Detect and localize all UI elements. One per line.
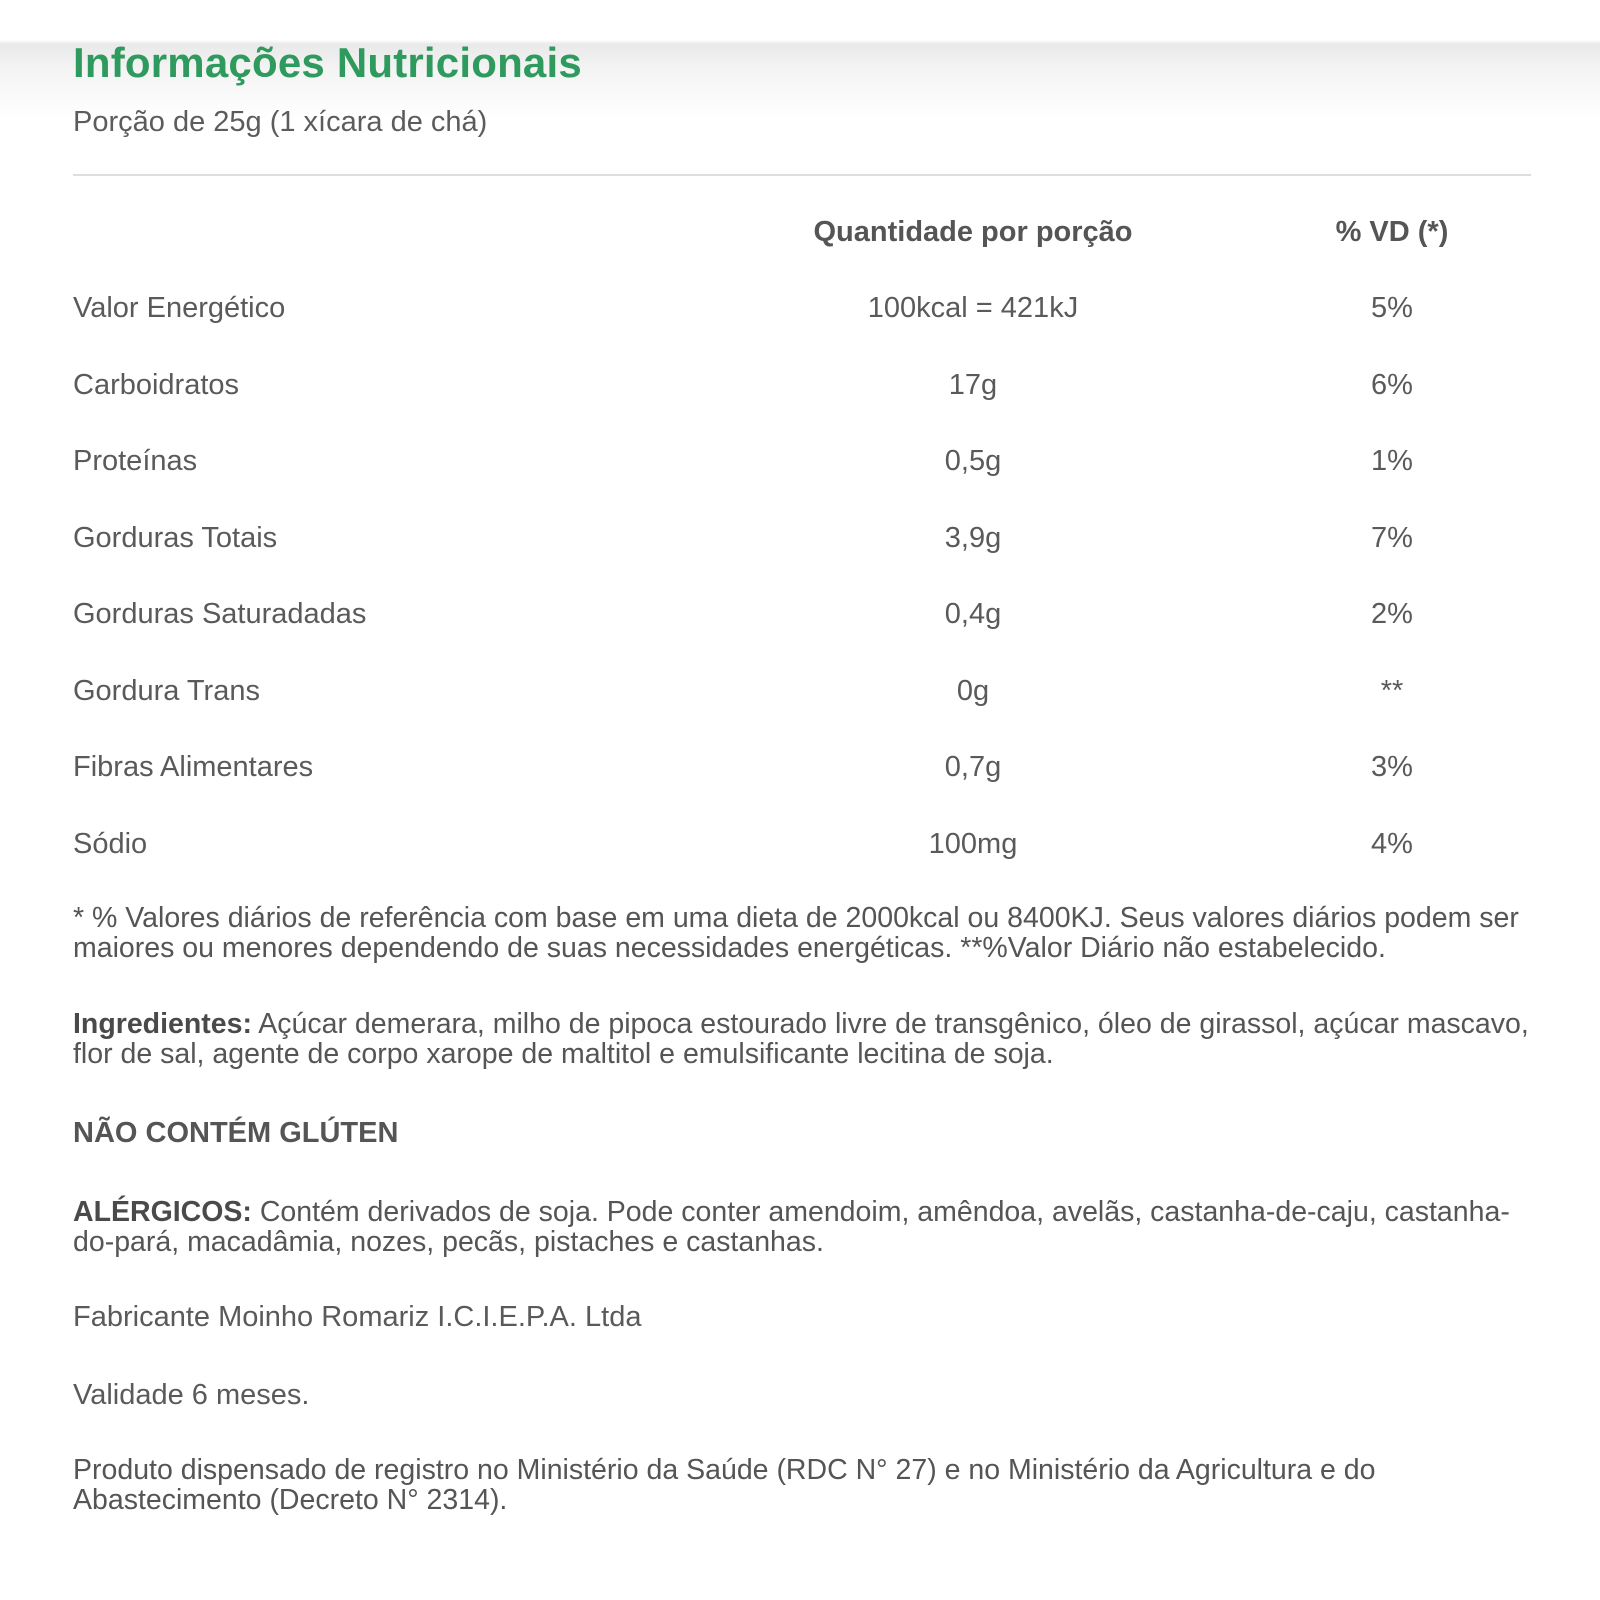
nutrient-name: Fibras Alimentares bbox=[73, 751, 314, 784]
allergens-text: Contém derivados de soja. Pode conter amendoim, amêndoa, avelãs, castanha-de-caju, castanha-do-pará, macadâmia, nozes, pecãs, pistaches e castanhas. bbox=[73, 1195, 1510, 1258]
divider bbox=[73, 174, 1531, 176]
table-row bbox=[73, 730, 1600, 807]
ingredients-label: Ingredientes: bbox=[73, 1007, 252, 1040]
nutrient-name: Carboidratos bbox=[73, 368, 240, 401]
nutrient-quantity: 0,7g bbox=[944, 751, 1002, 784]
allergens-section bbox=[73, 1197, 1531, 1257]
nutrient-name: Gordura Trans bbox=[73, 674, 260, 707]
ingredients-text: Açúcar demerara, milho de pipoca estourado livre de transgênico, óleo de girassol, açúcar mascavo, flor de sal, agente de corpo xarope de maltitol e emulsificante lecitina de soja. bbox=[73, 1007, 1529, 1070]
allergens-label: ALÉRGICOS: bbox=[73, 1195, 252, 1228]
header-nutrient bbox=[73, 194, 693, 271]
table-row bbox=[73, 577, 1600, 654]
nutrient-name: Gorduras Totais bbox=[73, 521, 278, 554]
header-quantity: Quantidade por porção bbox=[813, 215, 1133, 248]
table-row bbox=[73, 806, 1600, 883]
daily-value-footnote: * % Valores diários de referência com base em uma dieta de 2000kcal ou 8400KJ. Seus valores diários podem ser maiores ou menores dependendo de suas necessidades energéticas. **%Valor Diário não estabelecido. bbox=[73, 901, 1519, 964]
registration-notice: Produto dispensado de registro no Ministério da Saúde (RDC N° 27) e no Ministério da Agricultura e do Abastecimento (Decreto N° 2314). bbox=[73, 1453, 1376, 1516]
nutrient-daily-value: 7% bbox=[1371, 521, 1413, 554]
nutrient-daily-value: 2% bbox=[1371, 598, 1413, 631]
nutrient-name: Gorduras Saturadadas bbox=[73, 598, 367, 631]
nutrient-name: Proteínas bbox=[73, 445, 198, 478]
page-title: Informações Nutricionais bbox=[73, 39, 582, 86]
nutrient-quantity: 100kcal = 421kJ bbox=[867, 292, 1079, 325]
gluten-notice: NÃO CONTÉM GLÚTEN bbox=[73, 1116, 399, 1149]
nutrient-name: Sódio bbox=[73, 827, 148, 860]
table-row bbox=[73, 271, 1600, 348]
nutrient-daily-value: ** bbox=[1380, 674, 1404, 707]
nutrient-daily-value: 6% bbox=[1371, 368, 1413, 401]
nutrient-quantity: 3,9g bbox=[944, 521, 1002, 554]
header-daily-value: % VD (*) bbox=[1335, 215, 1449, 248]
nutrient-quantity: 0,5g bbox=[944, 445, 1002, 478]
nutrient-daily-value: 4% bbox=[1371, 827, 1413, 860]
ingredients-section bbox=[73, 1009, 1531, 1069]
nutrient-quantity: 0g bbox=[956, 674, 990, 707]
nutrient-quantity: 17g bbox=[948, 368, 998, 401]
nutrient-daily-value: 3% bbox=[1371, 751, 1413, 784]
nutrient-daily-value: 1% bbox=[1371, 445, 1413, 478]
nutrient-quantity: 0,4g bbox=[944, 598, 1002, 631]
nutrient-daily-value: 5% bbox=[1371, 292, 1413, 325]
nutrition-table bbox=[73, 194, 1600, 883]
table-row bbox=[73, 653, 1600, 730]
nutrient-quantity: 100mg bbox=[928, 827, 1018, 860]
nutrition-info-panel bbox=[73, 38, 1531, 1515]
manufacturer: Fabricante Moinho Romariz I.C.I.E.P.A. Ltda bbox=[73, 1300, 642, 1333]
table-row bbox=[73, 424, 1600, 501]
table-row bbox=[73, 347, 1600, 424]
table-header-row bbox=[73, 194, 1600, 271]
nutrient-name: Valor Energético bbox=[73, 292, 286, 325]
validity: Validade 6 meses. bbox=[73, 1378, 310, 1411]
portion-size: Porção de 25g (1 xícara de chá) bbox=[73, 106, 488, 138]
table-row bbox=[73, 500, 1600, 577]
